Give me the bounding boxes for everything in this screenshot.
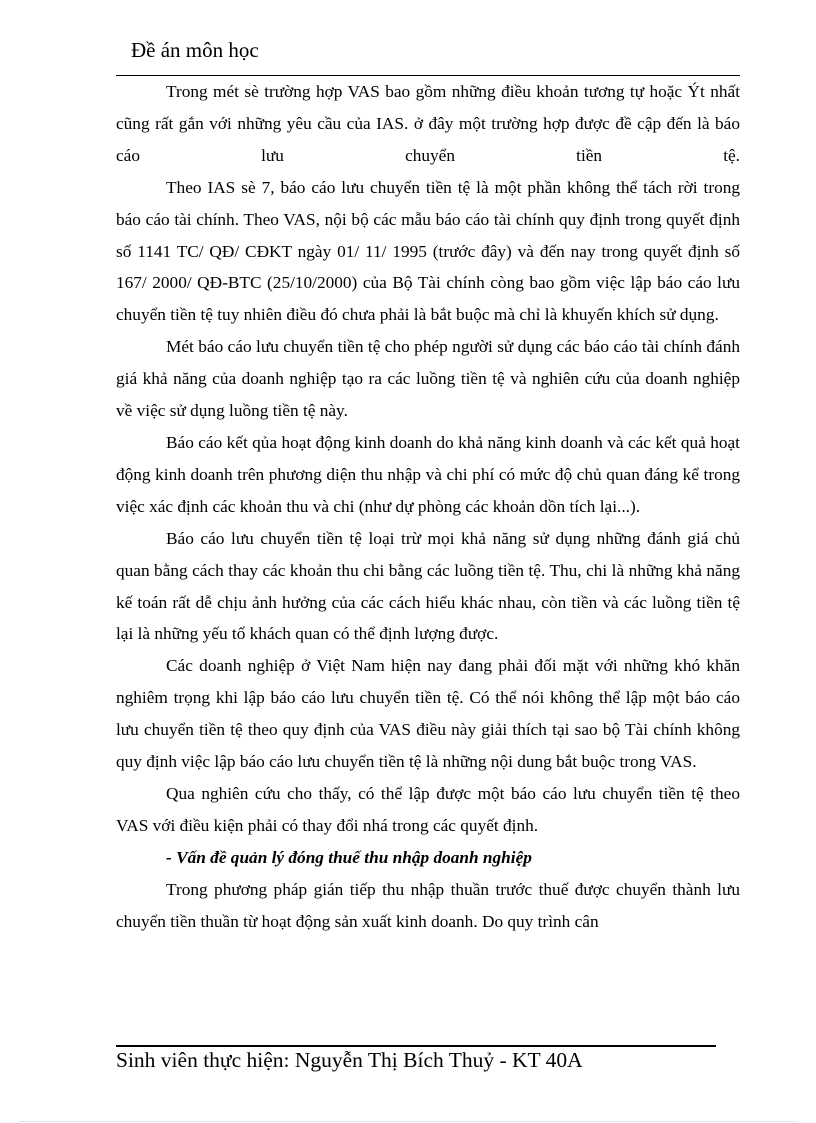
- paragraph-vas-ias: Trong mét sè trường hợp VAS bao gồm những điều khoản tương tự hoặc Ýt nhất cũng rất gắn với những yêu cầu của IAS. ở đây một trường hợp được đề cập đến là báo cáo lưu chuyển tiền tệ.: [116, 82, 740, 165]
- paragraph-cashflow-purpose: Mét báo cáo lưu chuyển tiền tệ cho phép người sử dụng các báo cáo tài chính đánh giá khả năng của doanh nghiệp tạo ra các luồng tiền tệ và nghiên cứu của doanh nghiệp về việc sử dụng luồng tiền tệ này.: [116, 337, 740, 421]
- document-body: [116, 76, 740, 937]
- page-header-title: Đề án môn học: [131, 38, 259, 62]
- paragraph-research-finding: Qua nghiên cứu cho thấy, có thể lập được một báo cáo lưu chuyển tiền tệ theo VAS với điều kiện phải có thay đổi nhá trong các quyết định.: [116, 783, 740, 835]
- page-footer-author: Sinh viên thực hiện: Nguyễn Thị Bích Thuỷ - KT 40A: [116, 1048, 583, 1072]
- paragraph-income-statement: Báo cáo kết qủa hoạt động kinh doanh do khả năng kinh doanh và các kết quả hoạt động kinh doanh trên phương diện thu nhập và chi phí có mức độ chủ quan đáng kể trong việc xác định các khoản thu và chi (như dự phòng các khoản dồn tích lại...).: [116, 432, 740, 516]
- section-heading-tax: - Vấn đề quản lý đóng thuế thu nhập doanh nghiệp: [166, 847, 532, 867]
- paragraph-ias7: Theo IAS sè 7, báo cáo lưu chuyển tiền tệ là một phần không thể tách rời trong báo cáo tài chính. Theo VAS, nội bộ các mẫu báo cáo tài chính quy định trong quyết định số 1141 TC/ QĐ/ CĐKT ngày 01/ 11/ 1995 (trước đây) và đến nay trong quyết định số 167/ 2000/ QĐ-BTC (25/10/2000) của Bộ Tài chính còng bao gồm việc lập báo cáo lưu chuyển tiền tệ tuy nhiên điều đó chưa phải là bắt buộc mà chỉ là khuyến khích sử dụng.: [116, 177, 740, 325]
- footer-divider: [116, 1045, 716, 1047]
- paragraph-vietnam-enterprises: Các doanh nghiệp ở Việt Nam hiện nay đang phải đối mặt với những khó khăn nghiêm trọng khi lập báo cáo lưu chuyển tiền tệ. Có thể nói không thể lập một báo cáo lưu chuyển tiền tệ theo quy định của VAS điều này giải thích tại sao bộ Tài chính không quy định việc lập báo cáo lưu chuyển tiền tệ là những nội dung bắt buộc trong VAS.: [116, 656, 740, 772]
- paragraph-cashflow-objective: Báo cáo lưu chuyển tiền tệ loại trừ mọi khả năng sử dụng những đánh giá chủ quan bằng cách thay các khoản thu chi bằng các luồng tiền tệ. Thu, chi là những khả năng kế toán rất dễ chịu ảnh hưởng của các cách hiểu khác nhau, còn tiền và các luồng tiền tệ lại là những yếu tố khách quan có thể định lượng được.: [116, 528, 740, 644]
- page-bottom-edge: [20, 1121, 796, 1122]
- paragraph-indirect-method: Trong phương pháp gián tiếp thu nhập thuần trước thuế được chuyển thành lưu chuyển tiền thuần từ hoạt động sản xuất kinh doanh. Do quy trình cân: [116, 879, 740, 931]
